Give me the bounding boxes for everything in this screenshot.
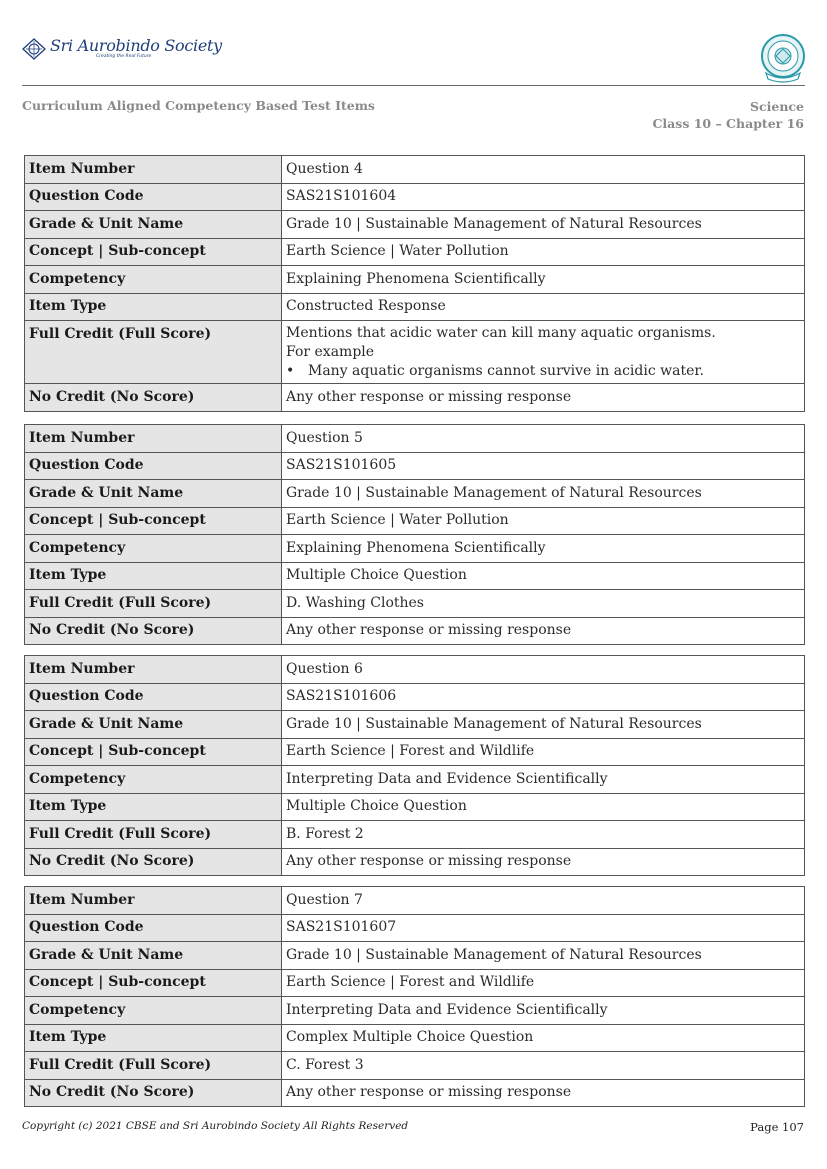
sas-logo bbox=[22, 38, 222, 60]
full-credit-value: B. Forest 2 bbox=[282, 821, 805, 849]
item-table bbox=[24, 424, 805, 645]
document-title: Curriculum Aligned Competency Based Test Items bbox=[22, 98, 375, 113]
table-row bbox=[25, 562, 805, 590]
label-cell: No Credit (No Score) bbox=[25, 1079, 282, 1107]
sas-emblem-icon bbox=[22, 38, 46, 60]
bullet-icon: • bbox=[286, 363, 295, 379]
full-credit-value: D. Washing Clothes bbox=[282, 590, 805, 618]
competency-value: Interpreting Data and Evidence Scientifically bbox=[282, 766, 805, 794]
label-cell: Item Type bbox=[25, 293, 282, 321]
label-cell: Concept | Sub-concept bbox=[25, 969, 282, 997]
table-row bbox=[25, 535, 805, 563]
header-divider bbox=[22, 85, 805, 86]
table-row bbox=[25, 656, 805, 684]
label-cell: Grade & Unit Name bbox=[25, 211, 282, 239]
page-number: Page 107 bbox=[750, 1120, 804, 1134]
table-row bbox=[25, 997, 805, 1025]
competency-value: Explaining Phenomena Scientifically bbox=[282, 266, 805, 294]
label-cell: Item Type bbox=[25, 1024, 282, 1052]
grade-unit-value: Grade 10 | Sustainable Management of Natural Resources bbox=[282, 480, 805, 508]
concept-value: Earth Science | Water Pollution bbox=[282, 238, 805, 266]
question-code-value: SAS21S101604 bbox=[282, 183, 805, 211]
cbse-emblem-icon bbox=[760, 33, 806, 83]
table-row bbox=[25, 793, 805, 821]
label-cell: Question Code bbox=[25, 683, 282, 711]
class-chapter: Class 10 – Chapter 16 bbox=[652, 116, 804, 131]
table-row bbox=[25, 1052, 805, 1080]
table-row bbox=[25, 211, 805, 239]
label-cell: Question Code bbox=[25, 914, 282, 942]
no-credit-value: Any other response or missing response bbox=[282, 384, 805, 412]
label-cell: Grade & Unit Name bbox=[25, 942, 282, 970]
no-credit-value: Any other response or missing response bbox=[282, 617, 805, 645]
concept-value: Earth Science | Forest and Wildlife bbox=[282, 969, 805, 997]
concept-value: Earth Science | Water Pollution bbox=[282, 507, 805, 535]
label-cell: Concept | Sub-concept bbox=[25, 507, 282, 535]
table-row bbox=[25, 683, 805, 711]
full-credit-example: For example bbox=[286, 344, 375, 360]
item-table bbox=[24, 155, 805, 412]
table-row bbox=[25, 183, 805, 211]
label-cell: No Credit (No Score) bbox=[25, 617, 282, 645]
full-credit-bullet: Many aquatic organisms cannot survive in acidic water. bbox=[308, 363, 704, 379]
question-code-value: SAS21S101607 bbox=[282, 914, 805, 942]
table-row bbox=[25, 425, 805, 453]
label-cell: Full Credit (Full Score) bbox=[25, 1052, 282, 1080]
label-cell: Grade & Unit Name bbox=[25, 711, 282, 739]
question-code-value: SAS21S101605 bbox=[282, 452, 805, 480]
subject-info bbox=[652, 98, 804, 132]
label-cell: Full Credit (Full Score) bbox=[25, 321, 282, 384]
table-row bbox=[25, 238, 805, 266]
competency-value: Interpreting Data and Evidence Scientifically bbox=[282, 997, 805, 1025]
concept-value: Earth Science | Forest and Wildlife bbox=[282, 738, 805, 766]
competency-value: Explaining Phenomena Scientifically bbox=[282, 535, 805, 563]
copyright-text: Copyright (c) 2021 CBSE and Sri Aurobindo Society All Rights Reserved bbox=[22, 1120, 409, 1132]
label-cell: Item Number bbox=[25, 425, 282, 453]
label-cell: No Credit (No Score) bbox=[25, 384, 282, 412]
table-row bbox=[25, 821, 805, 849]
org-name: Sri Aurobindo Society bbox=[50, 36, 222, 56]
item-type-value: Constructed Response bbox=[282, 293, 805, 321]
table-row bbox=[25, 452, 805, 480]
item-table bbox=[24, 655, 805, 876]
table-row bbox=[25, 480, 805, 508]
table-row bbox=[25, 321, 805, 384]
table-row bbox=[25, 887, 805, 915]
table-row bbox=[25, 1079, 805, 1107]
full-credit-value bbox=[282, 321, 805, 384]
no-credit-value: Any other response or missing response bbox=[282, 848, 805, 876]
full-credit-value: C. Forest 3 bbox=[282, 1052, 805, 1080]
item-number-value: Question 4 bbox=[282, 156, 805, 184]
org-tagline: Creating the Real Future bbox=[96, 54, 152, 60]
table-row bbox=[25, 969, 805, 997]
grade-unit-value: Grade 10 | Sustainable Management of Natural Resources bbox=[282, 711, 805, 739]
list-item bbox=[286, 362, 800, 381]
table-row bbox=[25, 942, 805, 970]
label-cell: Competency bbox=[25, 535, 282, 563]
grade-unit-value: Grade 10 | Sustainable Management of Natural Resources bbox=[282, 942, 805, 970]
label-cell: Concept | Sub-concept bbox=[25, 738, 282, 766]
cbse-logo bbox=[760, 33, 806, 87]
label-cell: Competency bbox=[25, 266, 282, 294]
label-cell: No Credit (No Score) bbox=[25, 848, 282, 876]
no-credit-value: Any other response or missing response bbox=[282, 1079, 805, 1107]
label-cell: Question Code bbox=[25, 183, 282, 211]
table-row bbox=[25, 848, 805, 876]
table-row bbox=[25, 617, 805, 645]
item-number-value: Question 7 bbox=[282, 887, 805, 915]
label-cell: Item Number bbox=[25, 156, 282, 184]
grade-unit-value: Grade 10 | Sustainable Management of Natural Resources bbox=[282, 211, 805, 239]
label-cell: Item Number bbox=[25, 656, 282, 684]
table-row bbox=[25, 507, 805, 535]
item-type-value: Multiple Choice Question bbox=[282, 562, 805, 590]
subject: Science bbox=[750, 99, 804, 114]
table-row bbox=[25, 738, 805, 766]
item-type-value: Complex Multiple Choice Question bbox=[282, 1024, 805, 1052]
label-cell: Item Type bbox=[25, 793, 282, 821]
table-row bbox=[25, 384, 805, 412]
item-number-value: Question 6 bbox=[282, 656, 805, 684]
label-cell: Full Credit (Full Score) bbox=[25, 821, 282, 849]
table-row bbox=[25, 1024, 805, 1052]
question-code-value: SAS21S101606 bbox=[282, 683, 805, 711]
label-cell: Item Number bbox=[25, 887, 282, 915]
item-type-value: Multiple Choice Question bbox=[282, 793, 805, 821]
item-table bbox=[24, 886, 805, 1107]
label-cell: Question Code bbox=[25, 452, 282, 480]
table-row bbox=[25, 590, 805, 618]
label-cell: Competency bbox=[25, 766, 282, 794]
table-row bbox=[25, 266, 805, 294]
table-row bbox=[25, 914, 805, 942]
label-cell: Item Type bbox=[25, 562, 282, 590]
label-cell: Competency bbox=[25, 997, 282, 1025]
label-cell: Concept | Sub-concept bbox=[25, 238, 282, 266]
label-cell: Full Credit (Full Score) bbox=[25, 590, 282, 618]
table-row bbox=[25, 156, 805, 184]
label-cell: Grade & Unit Name bbox=[25, 480, 282, 508]
full-credit-text: Mentions that acidic water can kill many aquatic organisms. bbox=[286, 325, 716, 341]
table-row bbox=[25, 293, 805, 321]
table-row bbox=[25, 766, 805, 794]
table-row bbox=[25, 711, 805, 739]
item-number-value: Question 5 bbox=[282, 425, 805, 453]
